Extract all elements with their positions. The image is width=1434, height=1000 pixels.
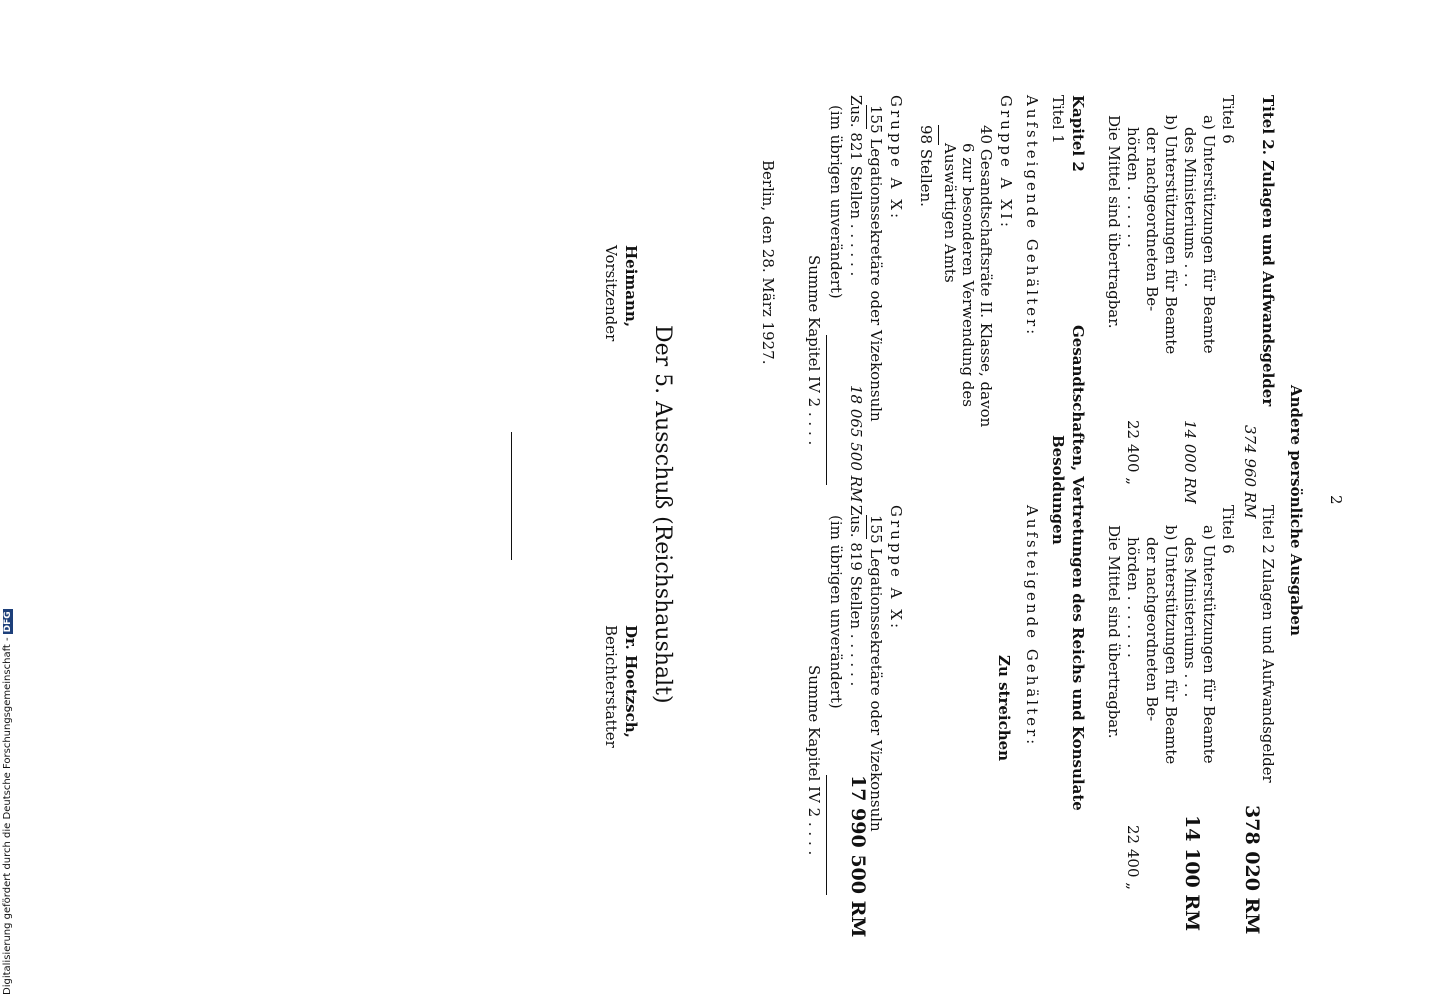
title2-amount: 374 960 RM [1241,425,1259,519]
chapter-subtitle: Besoldungen [1049,435,1067,545]
signatures [580,245,640,765]
unchanged-note: (im übrigen unverändert) [827,105,845,299]
title6-heading: Titel 6 [1219,95,1237,144]
separator-line [511,432,512,560]
title2-heading: Titel 2. Zulagen und Aufwandsgelder [1259,95,1277,407]
underline [866,105,867,129]
item-a-amount: 14 000 RM [1181,420,1199,504]
item-b-line3: hörden . . . . . . . [1124,537,1142,658]
date-line: Berlin, den 28. März 1927. [759,160,777,365]
title2-amount: 378 020 RM [1241,805,1263,935]
section-heading: Andere persönliche Ausgaben [1287,385,1305,636]
a10-sum-line: Zus. 821 Stellen . . . . . . [847,95,865,277]
chair-role: Vorsitzender [602,245,620,342]
item-b-amount: 22 400 „ [1124,825,1142,891]
rapporteur-role: Berichterstatter [602,625,620,748]
a10-amount: 18 065 500 RM [847,385,865,503]
chapter-title: Gesandtschaften, Vertretungen des Reichs und Konsulate [1069,325,1087,811]
title2-heading: Titel 2 Zulagen und Aufwandsgelder [1259,505,1277,783]
delete-label: Zu streichen [995,655,1013,762]
chapter-sum: Summe Kapitel IV 2 . . . . [805,665,823,856]
title6-heading: Titel 6 [1219,505,1237,554]
group-a10: Gruppe A X: [887,505,905,631]
item-b-line1: b) Unterstützungen für Beamte [1162,115,1180,355]
underline [866,515,867,539]
sum-rule [938,125,939,145]
a10-line: 155 Legationssekretäre oder Vizekonsuln [867,515,885,832]
a10-sum-line: Zus. 819 Stellen . . . . . . [847,505,865,687]
chair-name: Heimann, [622,245,640,328]
document-sheet [745,95,1345,938]
item-b-line2: der nachgeordneten Be- [1143,537,1161,722]
item-b-line3: hörden . . . . . . . [1124,127,1142,248]
item-a-amount: 14 100 RM [1181,815,1203,932]
group-a10: Gruppe A X: [887,95,905,221]
sum-rule [826,335,827,485]
a11-line2: 6 zur besonderen Verwendung des [959,143,977,407]
dfg-logo: DFG [3,611,13,633]
rising-salaries: Aufsteigende Gehälter: [1023,95,1041,338]
item-b-line1: b) Unterstützungen für Beamte [1162,525,1180,765]
item-a-line1: a) Unterstützungen für Beamte [1200,115,1218,354]
a11-line3: Auswärtigen Amts [941,143,959,283]
committee-title: Der 5. Ausschuß (Reichshaushalt) [650,325,675,704]
rapporteur-name: Dr. Hoetzsch, [622,625,640,738]
a11-line1: 40 Gesandtschaftsräte II. Klasse, davon [977,125,995,428]
item-a-line2: des Ministeriums . . . [1181,127,1199,288]
titel1-heading: Titel 1 [1049,95,1067,144]
group-a11: Gruppe A XI: [997,95,1015,230]
item-b-amount: 22 400 „ [1124,420,1142,486]
unchanged-note: (im übrigen unverändert) [827,515,845,709]
item-a-line2: des Ministeriums . . . [1181,537,1199,698]
a11-total: 98 Stellen. [917,125,935,207]
digitization-credit [2,609,13,995]
sum-rule [826,775,827,895]
page-number: 2 [1327,495,1345,505]
item-a-line1: a) Unterstützungen für Beamte [1200,525,1218,764]
rising-salaries: Aufsteigende Gehälter: [1023,505,1041,748]
transferable-note: Die Mittel sind übertragbar. [1105,525,1123,739]
chapter-sum: Summe Kapitel IV 2 . . . . [805,255,823,446]
a10-line: 155 Legationssekretäre oder Vizekonsuln [867,105,885,422]
item-b-line2: der nachgeordneten Be- [1143,127,1161,312]
credit-text: Digitalisierung gefördert durch die Deutsche Forschungsgemeinschaft - [2,637,13,995]
transferable-note: Die Mittel sind übertragbar. [1105,115,1123,329]
chapter-label: Kapitel 2 [1069,95,1087,172]
a10-amount: 17 990 500 RM [847,775,869,938]
